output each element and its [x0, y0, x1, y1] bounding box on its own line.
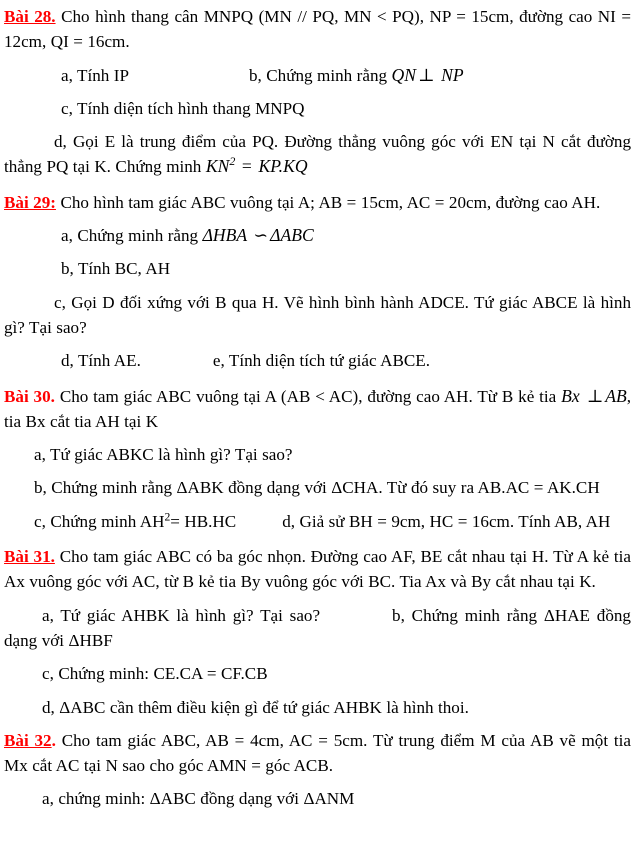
- exercise-30-statement-text-2: , tia Bx cắt tia AH tại K: [4, 386, 632, 431]
- exercise-30-part-c: c, Chứng minh $AH^2= HB.HC$: [34, 510, 237, 531]
- exercise-31-label: Bài 31.: [4, 547, 55, 567]
- exercise-32-label: Bài 32.: [4, 730, 56, 750]
- exercise-31-statement-text: Cho tam giác ABC có ba góc nhọn. Đường cao AF, BE cắt nhau tại H. Từ A kẻ tia Ax vuông góc với AC, từ B kẻ tia By vuông góc với BC. Tia Ax và By cắt nhau tại K.: [4, 547, 631, 592]
- exercise-32-statement: [4, 728, 631, 779]
- exercise-29-part-e: e, Tính diện tích tứ giác ABCE.: [212, 351, 431, 371]
- exercise-28-part-d-text: d, Gọi E là trung điểm của PQ. Đường thẳng vuông góc với EN tại N cắt đường thẳng PQ tại K. Chứng minh: [4, 132, 631, 177]
- exercise-29-part-de: [4, 348, 631, 373]
- perpendicular-icon: ⊥: [417, 64, 435, 85]
- exercise-29-part-c: c, Gọi D đối xứng với B qua H. Vẽ hình bình hành ADCE. Tứ giác ABCE là hình gì? Tại sao?: [4, 292, 631, 337]
- exercise-28-statement-text: Cho hình thang cân MNPQ (MN // PQ, MN < PQ), NP = 15cm, đường cao NI = 12cm, QI = 16cm.: [4, 7, 631, 52]
- exercise-30-statement: [4, 384, 631, 435]
- exercise-28-part-d: [4, 129, 631, 180]
- exercise-30-math: Bx ⊥ AB: [561, 385, 627, 406]
- exercise-31-statement: [4, 544, 631, 595]
- exercise-28-part-b-label: b, Chứng minh rằng: [248, 65, 388, 85]
- exercise-28-part-b-math: QN ⊥ NP: [391, 64, 464, 85]
- exercise-29-part-b: b, Tính BC, AH: [61, 259, 171, 279]
- exercise-28-part-a: a, Tính IP: [61, 65, 129, 85]
- exercise-31-part-d: d, ΔABC cần thêm điều kiện gì để tứ giác AHBK là hình thoi.: [42, 697, 469, 717]
- exercise-28-part-ab: [4, 63, 631, 88]
- exercise-31-part-a: a, Tứ giác AHBK là hình gì? Tại sao?: [42, 605, 321, 625]
- exercise-28-part-c: c, Tính diện tích hình thang MNPQ: [61, 98, 305, 118]
- exercise-29-part-a-math: ΔHBA ∽ ΔABC: [202, 225, 314, 246]
- exercise-30-part-a: a, Tứ giác ABKC là hình gì? Tại sao?: [34, 445, 293, 465]
- exercise-31-part-b: b, Chứng minh rằng ΔHAE đồng dạng với ΔHBF: [4, 605, 631, 650]
- exercise-29-statement: [4, 190, 631, 215]
- exercise-29-part-a: a, Chứng minh rằng ΔHBA ∽ ΔABC: [61, 225, 314, 246]
- exercise-29-label: Bài 29:: [4, 192, 56, 212]
- exercise-32-part-a: a, chứng minh: ΔABC đồng dạng với ΔANM: [42, 789, 355, 809]
- exercise-32-statement-text: Cho tam giác ABC, AB = 4cm, AC = 5cm. Từ trung điểm M của AB vẽ một tia Mx cắt AC tại N sao cho góc AMN = góc ACB.: [4, 730, 631, 776]
- exercise-30-part-d: d, Giả sử BH = 9cm, HC = 16cm. Tính AB, AH: [282, 511, 611, 531]
- exercise-28-label: Bài 28.: [4, 7, 56, 26]
- exercise-28-statement: [4, 4, 631, 55]
- exercise-29-part-d: d, Tính AE.: [61, 351, 141, 371]
- exercise-29-statement-text: Cho hình tam giác ABC vuông tại A; AB = 15cm, AC = 20cm, đường cao AH.: [60, 192, 601, 212]
- exercise-30-part-cd: [4, 509, 631, 534]
- exercise-30-label: Bài 30.: [4, 386, 55, 406]
- exercise-31-part-c: c, Chứng minh: CE.CA = CF.CB: [42, 664, 268, 684]
- exercise-31-part-ab: [4, 603, 631, 654]
- exercise-30-statement-text-1: Cho tam giác ABC vuông tại A (AB < AC), đường cao AH. Từ B kẻ tia: [59, 386, 557, 406]
- perpendicular-icon: ⊥: [586, 385, 604, 406]
- exercise-28-part-d-math: $KN^2 = KP.KQ$: [205, 154, 308, 177]
- similar-to-icon: ∽: [253, 225, 269, 246]
- exercise-30-part-b: b, Chứng minh rằng ΔABK đồng dạng với ΔCHA. Từ đó suy ra AB.AC = AK.CH: [34, 478, 600, 498]
